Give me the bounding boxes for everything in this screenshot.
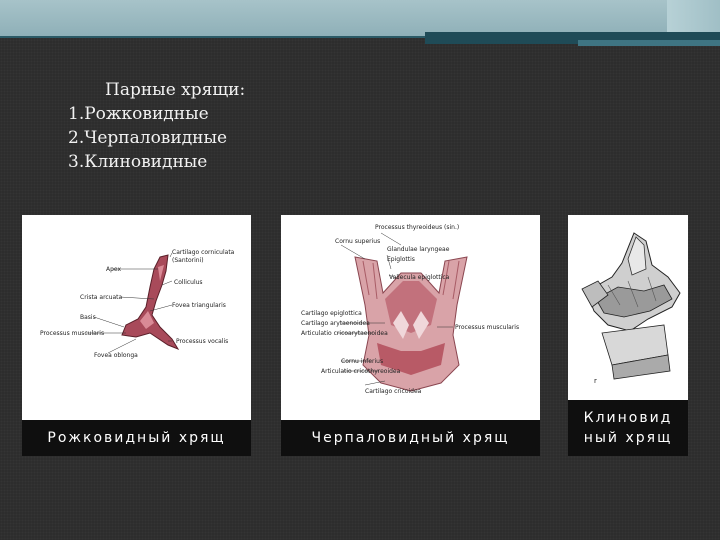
cuneiform-cartilage-illustration — [568, 215, 688, 400]
header-accent-light — [667, 0, 720, 36]
figure-label: Glandulae laryngeae — [387, 246, 450, 253]
corniculate-caption: Рожковидный хрящ — [22, 420, 251, 456]
figure-label: Cartilago arytaenoidea — [301, 320, 370, 327]
figure-label: Vallecula epiglottica — [389, 274, 450, 281]
slide-heading: Парные хрящи: — [105, 80, 246, 100]
list-item: 3.Клиновидные — [68, 152, 208, 172]
header-accent-mid — [578, 40, 720, 46]
figure-label: Processus thyreoideus (sin.) — [375, 224, 460, 231]
figure-label: Processus muscularis — [40, 330, 105, 337]
figure-label: Basis — [80, 314, 96, 321]
figure-label: Fovea oblonga — [94, 352, 138, 359]
arytenoid-cartilage-figure — [281, 215, 540, 420]
figure-label: Apex — [106, 266, 122, 273]
figure-label: Articulatio cricoarytaenoidea — [301, 330, 388, 337]
list-item: 2.Черпаловидные — [68, 128, 228, 148]
figure-mark: r — [594, 377, 597, 385]
cuneiform-caption-line: ный хрящ — [583, 430, 673, 446]
corniculate-cartilage-illustration — [22, 215, 251, 420]
figure-label: Cornu superius — [335, 238, 381, 245]
figure-label: Cornu inferius — [341, 358, 384, 365]
figure-label: Crista arcuata — [80, 294, 123, 301]
header-underline — [0, 36, 425, 38]
slide-text — [68, 78, 245, 174]
figure-label: Fovea triangularis — [172, 302, 226, 309]
figure-label: Cartilago cricoidea — [365, 388, 422, 395]
arytenoid-caption: Черпаловидный хрящ — [281, 420, 540, 456]
figure-label: Cartilago epiglottica — [301, 310, 362, 317]
figure-label: Articulatio cricothyreoidea — [321, 368, 401, 375]
figure-label: Epiglottis — [387, 256, 415, 263]
figure-label: (Santorini) — [172, 257, 204, 264]
arytenoid-cartilage-illustration — [281, 215, 540, 420]
cuneiform-cartilage-figure — [568, 215, 688, 400]
figure-label: Processus muscularis — [455, 324, 520, 331]
cuneiform-caption — [568, 400, 688, 456]
figure-label: Cartilago corniculata — [172, 249, 235, 256]
figure-label: Processus vocalis — [176, 338, 229, 345]
top-header-bar — [0, 0, 720, 36]
corniculate-cartilage-figure — [22, 215, 251, 420]
list-item: 1.Рожковидные — [68, 104, 209, 124]
cuneiform-caption-line: Клиновид — [583, 410, 673, 426]
figure-label: Colliculus — [174, 279, 203, 286]
